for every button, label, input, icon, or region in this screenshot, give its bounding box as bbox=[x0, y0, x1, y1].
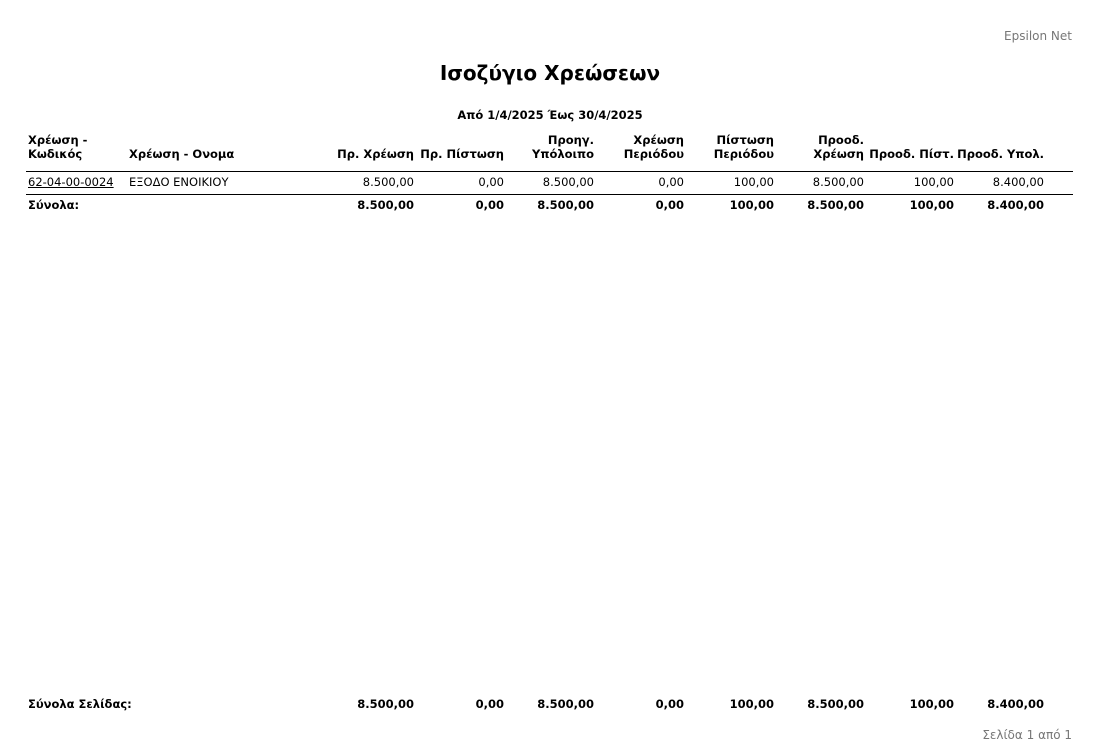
col-header-cum-credit: Προοδ. Πίστ. bbox=[869, 147, 954, 161]
page-total-cum-balance: 8.400,00 bbox=[987, 697, 1044, 711]
page-total-period-debit: 0,00 bbox=[655, 697, 684, 711]
cell-pr-debit: 8.500,00 bbox=[362, 175, 414, 189]
col-header-prev-balance: Προηγ. Υπόλοιπο bbox=[532, 133, 594, 161]
total-pr-credit: 0,00 bbox=[475, 198, 504, 212]
total-cum-credit: 100,00 bbox=[909, 198, 954, 212]
account-name: ΕΞΟΔΟ ΕΝΟΙΚΙΟΥ bbox=[129, 175, 229, 189]
total-prev-balance: 8.500,00 bbox=[537, 198, 594, 212]
cell-prev-balance: 8.500,00 bbox=[542, 175, 594, 189]
page-total-prev-balance: 8.500,00 bbox=[537, 697, 594, 711]
report-title: Ισοζύγιο Χρεώσεων bbox=[439, 61, 661, 85]
page-number: Σελίδα 1 από 1 bbox=[982, 728, 1072, 742]
total-cum-balance: 8.400,00 bbox=[987, 198, 1044, 212]
page-total-pr-debit: 8.500,00 bbox=[357, 697, 414, 711]
brand-label: Epsilon Net bbox=[1004, 29, 1072, 43]
report-period: Από 1/4/2025 Έως 30/4/2025 bbox=[457, 108, 643, 122]
col-header-code: Χρέωση - Κωδικός bbox=[28, 133, 88, 161]
page-total-pr-credit: 0,00 bbox=[475, 697, 504, 711]
col-header-pr-credit: Πρ. Πίστωση bbox=[420, 147, 504, 161]
cell-cum-credit: 100,00 bbox=[913, 175, 954, 189]
report-table bbox=[26, 131, 1073, 217]
page-total-cum-credit: 100,00 bbox=[909, 697, 954, 711]
cell-cum-balance: 8.400,00 bbox=[992, 175, 1044, 189]
totals-row bbox=[26, 195, 1073, 217]
table-row bbox=[26, 172, 1073, 195]
cell-period-credit: 100,00 bbox=[733, 175, 774, 189]
page-totals-label: Σύνολα Σελίδας: bbox=[28, 697, 132, 711]
col-header-period-credit: Πίστωση Περιόδου bbox=[713, 133, 774, 161]
table-header bbox=[26, 131, 1073, 172]
account-code-link[interactable]: 62-04-00-0024 bbox=[28, 175, 114, 189]
totals-label: Σύνολα: bbox=[28, 198, 80, 212]
page-total-period-credit: 100,00 bbox=[729, 697, 774, 711]
cell-pr-credit: 0,00 bbox=[478, 175, 504, 189]
col-header-cum-debit: Προοδ. Χρέωση bbox=[813, 133, 864, 161]
total-cum-debit: 8.500,00 bbox=[807, 198, 864, 212]
cell-cum-debit: 8.500,00 bbox=[812, 175, 864, 189]
total-period-credit: 100,00 bbox=[729, 198, 774, 212]
page-total-cum-debit: 8.500,00 bbox=[807, 697, 864, 711]
col-header-pr-debit: Πρ. Χρέωση bbox=[337, 147, 414, 161]
page-totals-row bbox=[26, 697, 1073, 715]
cell-period-debit: 0,00 bbox=[658, 175, 684, 189]
col-header-period-debit: Χρέωση Περιόδου bbox=[623, 133, 684, 161]
col-header-name: Χρέωση - Ονομα bbox=[129, 147, 235, 161]
col-header-cum-balance: Προοδ. Υπολ. bbox=[957, 147, 1044, 161]
total-pr-debit: 8.500,00 bbox=[357, 198, 414, 212]
total-period-debit: 0,00 bbox=[655, 198, 684, 212]
